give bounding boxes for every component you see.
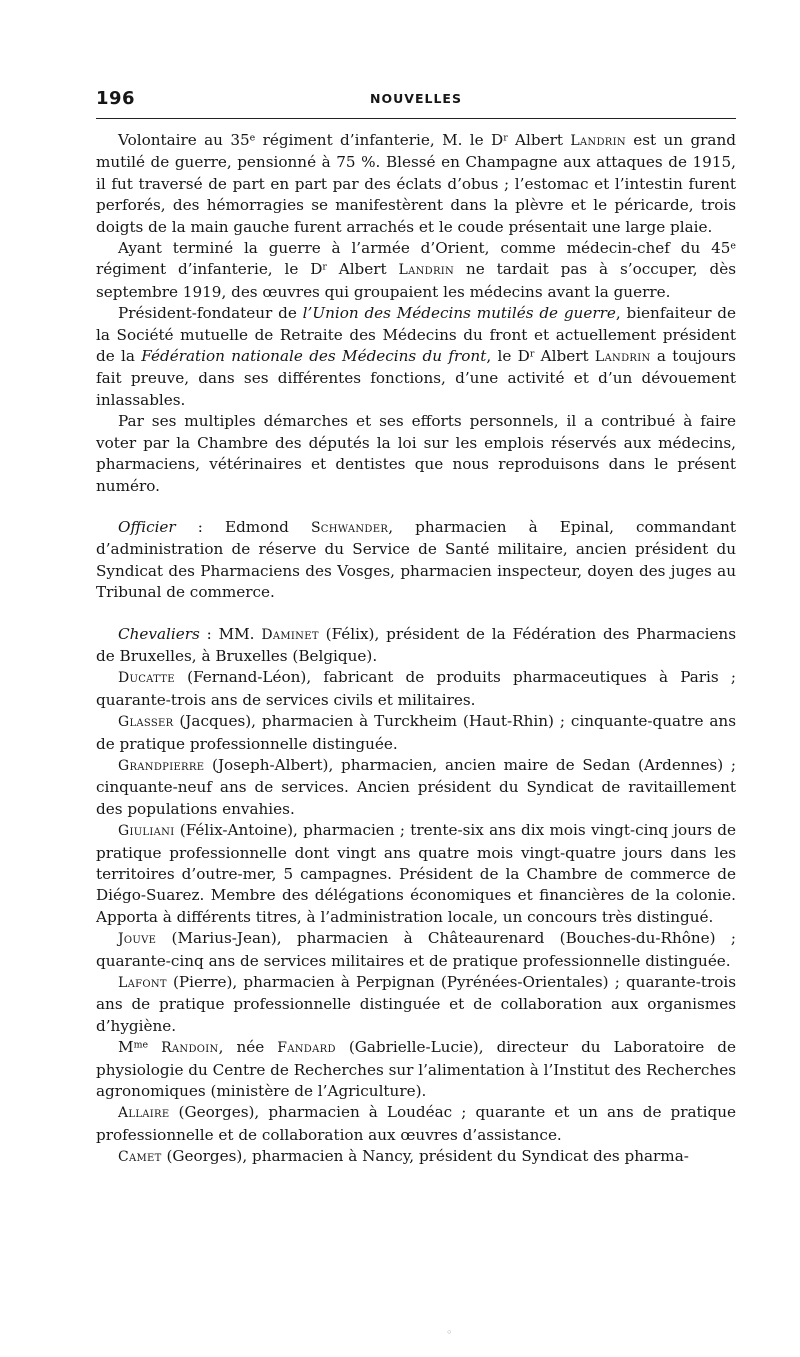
paragraph <box>96 517 736 604</box>
text-run: Par ses multiples démarches et ses efforts personnels, il a contribué à faire voter par la Chambre des députés la loi sur les emplois réservés aux médecins, pharmaciens, vétérinaires et dentistes que nous reproduisons dans le présent numéro. <box>96 412 736 495</box>
paragraph <box>96 820 736 928</box>
text-run: Volontaire au 35 <box>118 131 250 149</box>
person-name: Jouve <box>118 931 157 948</box>
person-name: Grandpierre <box>118 757 205 774</box>
paragraph <box>96 667 736 711</box>
text-run: (Pierre), pharmacien à Perpignan (Pyrénées-Orientales) ; quarante-trois ans de pratique professionnelle distinguée et de collaboration aux organismes d’hygiène. <box>96 973 736 1035</box>
paragraph <box>96 411 736 497</box>
page-number: 196 <box>96 88 136 109</box>
text-run: Ayant terminé la guerre à l’armée d’Orient, comme médecin-chef du 45 <box>118 239 731 258</box>
text-run: (Fernand-Léon), fabricant de produits pharmaceutiques à Paris ; quarante-trois ans de services civils et militaires. <box>96 668 736 709</box>
italic-text: Chevaliers <box>118 624 200 643</box>
person-name: Lafont <box>118 975 167 992</box>
superscript: e <box>730 240 736 252</box>
text-run: (Gabrielle-Lucie), directeur du Laboratoire de physiologie du Centre de Recherches sur l’alimentation à l’Institut des Recherches agronomiques (ministère de l’Agriculture). <box>96 1038 737 1101</box>
text-run: Albert <box>534 347 595 366</box>
text-run: ne tardait pas à s’occuper, dès septembre 1919, des œuvres qui groupaient les médecins avant la guerre. <box>96 260 736 301</box>
page-speck: ◦ <box>446 1326 453 1339</box>
paragraph <box>96 624 736 668</box>
paragraph <box>96 303 736 411</box>
text-run: (Georges), pharmacien à Loudéac ; quarante et un ans de pratique professionnelle et de collaboration aux œuvres d’assistance. <box>96 1103 736 1144</box>
person-name: Fandard <box>277 1040 336 1057</box>
paragraph <box>96 928 736 972</box>
text-run: Albert <box>507 131 571 149</box>
text-run: (Jacques), pharmacien à Turckheim (Haut-Rhin) ; cinquante-quatre ans de pratique professionnelle distinguée. <box>96 712 736 753</box>
person-name: Landrin <box>570 133 626 149</box>
italic-text: Fédération nationale des Médecins du front <box>141 347 487 366</box>
person-name: Randoin <box>161 1040 219 1057</box>
paragraph <box>96 1146 736 1168</box>
italic-text: l’Union des Médecins mutilés de guerre <box>302 304 616 323</box>
text-run: Albert <box>326 260 399 279</box>
text-run <box>148 1038 161 1056</box>
running-head: NOUVELLES <box>370 91 462 106</box>
article-body <box>96 130 736 1169</box>
text-run: , bienfaiteur de la Société mutuelle de Retraite des Médecins du front et actuellement président de la <box>96 304 736 366</box>
person-name: Landrin <box>594 349 651 366</box>
superscript: e <box>249 132 256 144</box>
paragraph <box>96 1102 736 1146</box>
text-run: , le D <box>486 347 530 366</box>
superscript: r <box>529 348 535 360</box>
italic-text: Officier <box>118 517 176 536</box>
person-name: Landrin <box>398 262 455 279</box>
person-name: Giuliani <box>118 823 175 840</box>
text-run: Président-fondateur de <box>118 304 303 323</box>
paragraph <box>96 238 736 303</box>
text-run: a toujours fait preuve, dans ses différentes fonctions, d’une activité et d’un dévouement inlassables. <box>96 347 736 409</box>
paragraph <box>96 711 736 755</box>
text-run: régiment d’infanterie, le D <box>96 260 323 279</box>
text-run: est un grand mutilé de guerre, pensionné à 75 %. Blessé en Champagne aux attaques de 1915, il fut traversé de part en part par des éclats d’obus ; l’estomac et l’intestin furent perforés, des hémorragies se manifestèrent dans la plèvre et le péricarde, trois doigts de la main gauche furent arrachés et le coude présentait une large plaie. <box>96 131 736 236</box>
person-name: Camet <box>118 1149 162 1166</box>
superscript: me <box>133 1039 149 1051</box>
text-run: (Félix-Antoine), pharmacien ; trente-six ans dix mois vingt-cinq jours de pratique professionnelle dont vingt ans quatre mois vingt-quatre jours dans les territoires d’outre-mer, 5 campagnes. Président de la Chambre de commerce de Diégo-Suarez. Membre des délégations économiques et financières de la colonie. Apporta à différents titres, à l’administration locale, un concours très distingué. <box>96 821 736 926</box>
header-rule <box>96 118 736 119</box>
person-name: Allaire <box>118 1105 170 1122</box>
text-run: (Joseph-Albert), pharmacien, ancien maire de Sedan (Ardennes) ; cinquante-neuf ans de services. Ancien président du Syndicat de ravitaillement des populations envahies. <box>96 755 736 818</box>
text-run: M <box>118 1038 134 1057</box>
paragraph <box>96 972 736 1037</box>
text-run: , pharmacien à Epinal, commandant d’administration de réserve du Service de Santé militaire, ancien président du Syndicat des Pharmaciens des Vosges, pharmacien inspecteur, doyen des juges au Tribunal de commerce. <box>96 517 736 602</box>
paragraph <box>96 1037 736 1102</box>
text-run: (Marius-Jean), pharmacien à Châteaurenard (Bouches-du-Rhône) ; quarante-cinq ans de services militaires et de pratique professionnelle distinguée. <box>96 929 736 970</box>
text-run: : MM. <box>199 624 262 643</box>
text-run: , née <box>218 1038 278 1057</box>
page-header <box>96 88 736 112</box>
text-run: (Georges), pharmacien à Nancy, président du Syndicat des pharma- <box>161 1147 689 1166</box>
text-run: (Félix), président de la Fédération des Pharmaciens de Bruxelles, à Bruxelles (Belgique). <box>96 624 736 665</box>
text-run: : Edmond <box>175 517 311 536</box>
superscript: r <box>503 132 508 144</box>
person-name: Glasser <box>118 714 174 731</box>
text-run: régiment d’infanterie, M. le D <box>255 131 504 149</box>
paragraph <box>96 130 736 238</box>
paragraph <box>96 755 736 820</box>
person-name: Schwander <box>310 519 389 536</box>
person-name: Ducatte <box>118 670 175 687</box>
person-name: Daminet <box>261 626 319 643</box>
superscript: r <box>322 261 327 273</box>
